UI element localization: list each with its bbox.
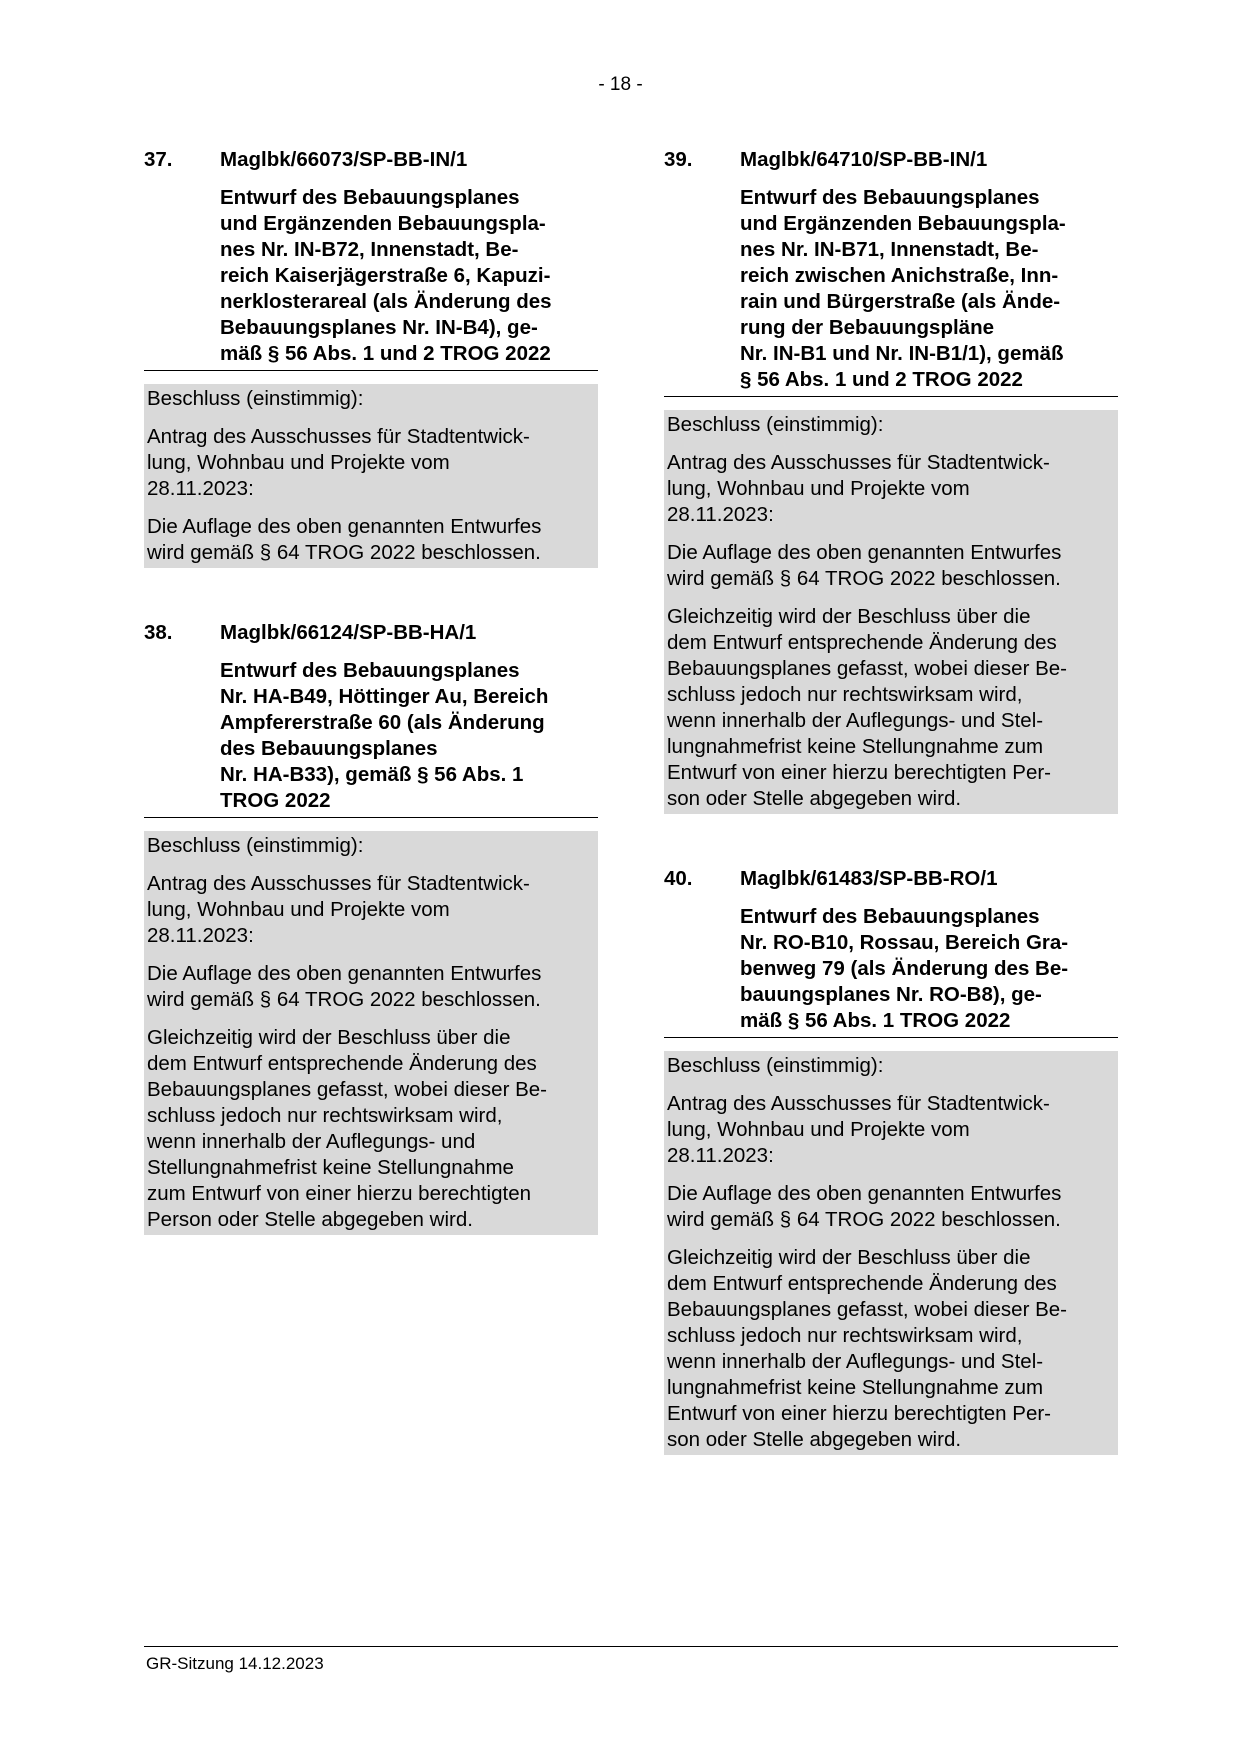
decision-label: Beschluss (einstimmig): (147, 834, 364, 857)
item-number: 37. (144, 148, 173, 171)
item-reference: Maglbk/66073/SP-BB-IN/1 (220, 148, 468, 171)
item-title: Entwurf des Bebauungsplanes und Ergänzenden Bebauungspla- nes Nr. IN-B72, Innenstadt, Be- reich Kaiserjägerstraße 6, Kapuzi- nerklosterareal (als Änderung des Bebauungsplanes Nr. IN-B4), ge- mäß § 56 Abs. 1 und 2 TROG 2022 (220, 186, 552, 365)
motion-text: Antrag des Ausschusses für Stadtentwick- lung, Wohnbau und Projekte vom 28.11.2023: (667, 1092, 1050, 1167)
agenda-item-37 (144, 147, 598, 568)
item-number: 40. (664, 867, 693, 890)
resolution-text: Die Auflage des oben genannten Entwurfes wird gemäß § 64 TROG 2022 beschlossen. (667, 541, 1062, 590)
resolution-text: Die Auflage des oben genannten Entwurfes wird gemäß § 64 TROG 2022 beschlossen. (147, 515, 542, 564)
resolution-text: Die Auflage des oben genannten Entwurfes wird gemäß § 64 TROG 2022 beschlossen. (147, 962, 542, 1011)
supplement-text: Gleichzeitig wird der Beschluss über die dem Entwurf entsprechende Änderung des Bebauungsplanes gefasst, wobei dieser Be- schluss jedoch nur rechtswirksam wird, wenn innerhalb der Auflegungs- und Stellungnahmefrist keine Stellungnahme zum Entwurf von einer hierzu berechtigten Person oder Stelle abgegeben wird. (147, 1026, 548, 1231)
item-heading (664, 147, 1118, 173)
decision-block (144, 831, 598, 1235)
decision-block (144, 384, 598, 568)
left-column (144, 147, 598, 1287)
footer-session-date: GR-Sitzung 14.12.2023 (146, 1654, 324, 1673)
item-reference: Maglbk/61483/SP-BB-RO/1 (740, 867, 998, 890)
item-reference: Maglbk/64710/SP-BB-IN/1 (740, 148, 988, 171)
decision-block (664, 1051, 1118, 1455)
item-heading (664, 866, 1118, 892)
item-title: Entwurf des Bebauungsplanes und Ergänzenden Bebauungspla- nes Nr. IN-B71, Innenstadt, Be- reich zwischen Anichstraße, Inn- rain und Bürgerstraße (als Ände- rung der Bebauungspläne Nr. IN-B1 und Nr. IN-B1/1), gemäß § 56 Abs. 1 und 2 TROG 2022 (740, 186, 1066, 391)
divider (144, 370, 598, 371)
decision-label: Beschluss (einstimmig): (147, 387, 364, 410)
page-number: - 18 - (598, 74, 643, 95)
item-title: Entwurf des Bebauungsplanes Nr. RO-B10, Rossau, Bereich Gra- benweg 79 (als Änderung des Be- bauungsplanes Nr. RO-B8), ge- mäß § 56 Abs. 1 TROG 2022 (740, 905, 1069, 1032)
supplement-text: Gleichzeitig wird der Beschluss über die dem Entwurf entsprechende Änderung des Bebauungsplanes gefasst, wobei dieser Be- schluss jedoch nur rechtswirksam wird, wenn innerhalb der Auflegungs- und Stel- lungnahmefrist keine Stellungnahme zum Entwurf von einer hierzu berechtigten Per- son oder Stelle abgegeben wird. (667, 605, 1068, 810)
decision-block (664, 410, 1118, 814)
footer-divider (144, 1646, 1118, 1647)
divider (144, 817, 598, 818)
item-title: Entwurf des Bebauungsplanes Nr. HA-B49, Höttinger Au, Bereich Ampfererstraße 60 (als Änderung des Bebauungsplanes Nr. HA-B33), gemäß § 56 Abs. 1 TROG 2022 (220, 659, 549, 812)
item-reference: Maglbk/66124/SP-BB-HA/1 (220, 621, 477, 644)
divider (664, 1037, 1118, 1038)
item-heading (144, 147, 598, 173)
agenda-item-40 (664, 866, 1118, 1455)
motion-text: Antrag des Ausschusses für Stadtentwick- lung, Wohnbau und Projekte vom 28.11.2023: (147, 425, 530, 500)
decision-label: Beschluss (einstimmig): (667, 1054, 884, 1077)
motion-text: Antrag des Ausschusses für Stadtentwick- lung, Wohnbau und Projekte vom 28.11.2023: (667, 451, 1050, 526)
divider (664, 396, 1118, 397)
motion-text: Antrag des Ausschusses für Stadtentwick- lung, Wohnbau und Projekte vom 28.11.2023: (147, 872, 530, 947)
agenda-item-38 (144, 620, 598, 1235)
decision-label: Beschluss (einstimmig): (667, 413, 884, 436)
item-number: 39. (664, 148, 693, 171)
agenda-item-39 (664, 147, 1118, 814)
resolution-text: Die Auflage des oben genannten Entwurfes wird gemäß § 64 TROG 2022 beschlossen. (667, 1182, 1062, 1231)
supplement-text: Gleichzeitig wird der Beschluss über die dem Entwurf entsprechende Änderung des Bebauungsplanes gefasst, wobei dieser Be- schluss jedoch nur rechtswirksam wird, wenn innerhalb der Auflegungs- und Stel- lungnahmefrist keine Stellungnahme zum Entwurf von einer hierzu berechtigten Per- son oder Stelle abgegeben wird. (667, 1246, 1068, 1451)
right-column (664, 147, 1118, 1507)
item-heading (144, 620, 598, 646)
item-number: 38. (144, 621, 173, 644)
